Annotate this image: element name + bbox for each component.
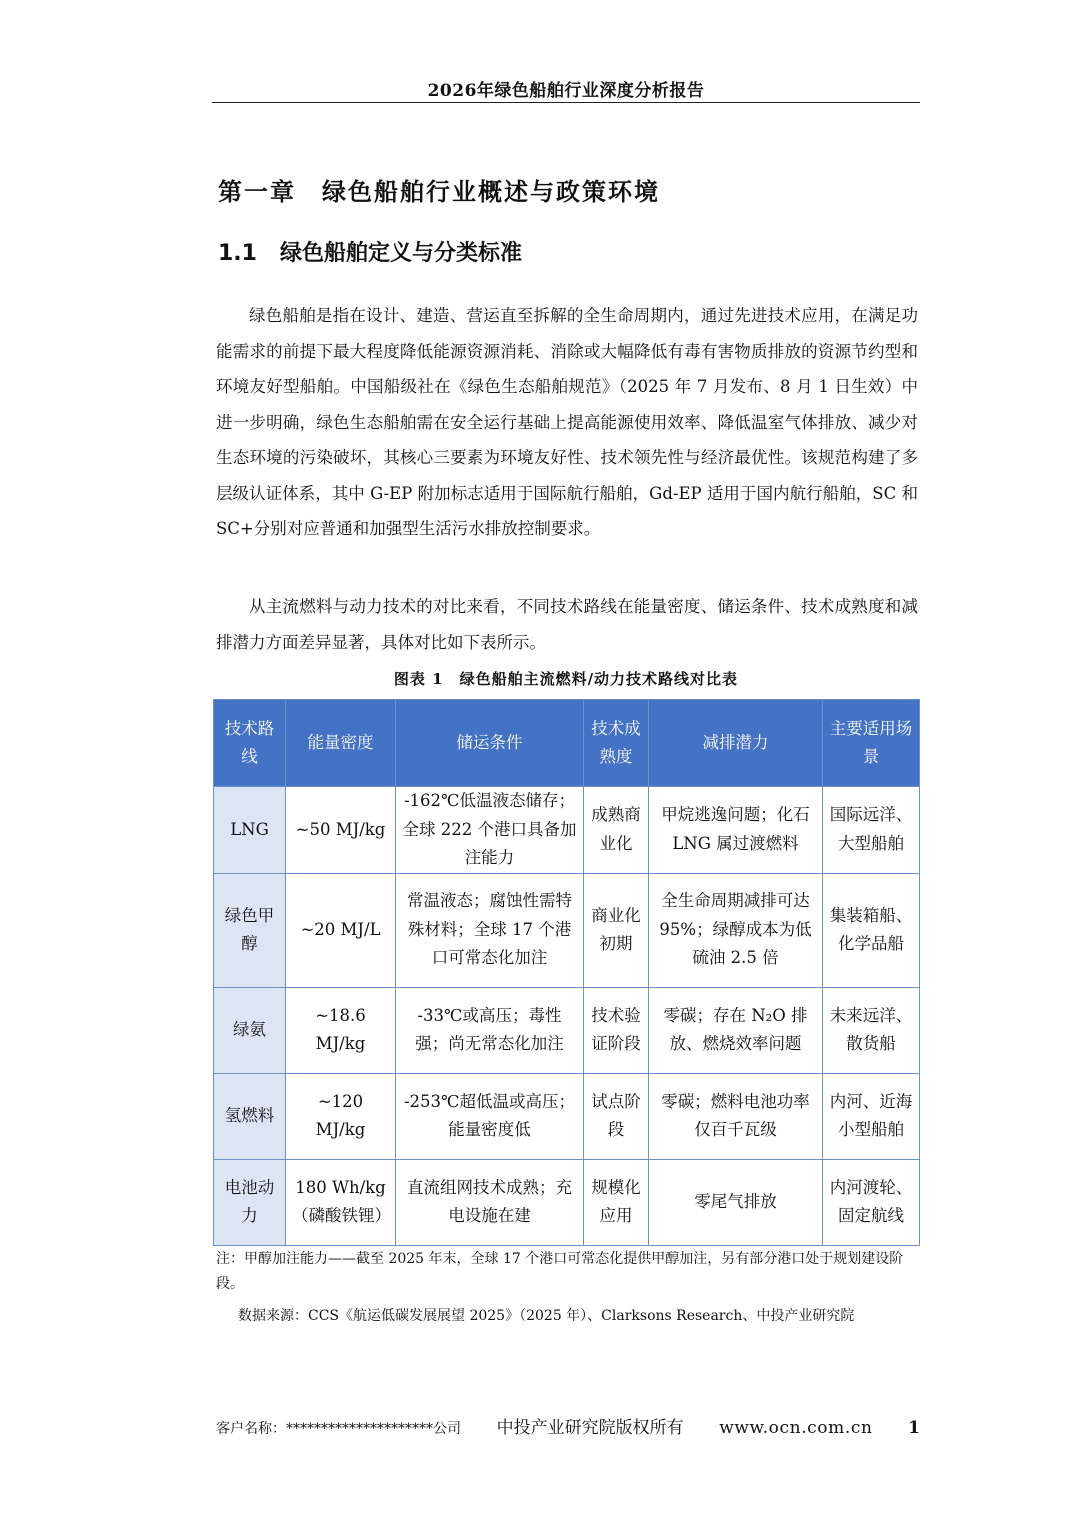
section-title [218,236,522,267]
table-cell: 商业化初期 [584,873,649,987]
section-heading: 绿色船舶定义与分类标准 [280,241,523,266]
table-cell: 全生命周期减排可达 95%；绿醇成本为低硫油 2.5 倍 [649,873,823,987]
section-number: 1.1 [218,241,257,266]
body-paragraph: 从主流燃料与动力技术的对比来看，不同技术路线在能量密度、储运条件、技术成熟度和减排潜力方面差异显著，具体对比如下表所示。 [216,597,918,652]
table-cell: 常温液态；腐蚀性需特殊材料；全球 17 个港口可常态化加注 [396,873,584,987]
table-cell: ~20 MJ/L [286,873,396,987]
header-rule [212,102,920,103]
body-paragraph: 绿色船舶是指在设计、建造、营运直至拆解的全生命周期内，通过先进技术应用，在满足功能需求的前提下最大程度降低能源资源消耗、消除或大幅降低有毒有害物质排放的资源节约型和环境友好型船舶。中国船级社在《绿色生态船舶规范》（2025 年 7 月发布、8 月 1 日生效）中进一步明确，绿色生态船舶需在安全运行基础上提高能源使用效率、降低温室气体排放、减少对生态环境的污染破坏，其核心三要素为环境友好性、技术领先性与经济最优性。该规范构建了多层级认证体系，其中 G-EP 附加标志适用于国际航行船舶，Gd-EP 适用于国内航行船舶，SC 和 SC+分别对应普通和加强型生活污水排放控制要求。 [216,306,918,538]
table-caption: 图表 1 绿色船舶主流燃料/动力技术路线对比表 [393,670,739,688]
table-cell: 技术验证阶段 [584,987,649,1073]
table-cell: 国际远洋、大型船舶 [823,787,920,874]
column-header: 能量密度 [286,700,396,787]
table-cell: LNG [214,787,286,874]
table-header-row [214,700,920,787]
table-note: 注：甲醇加注能力——截至 2025 年末，全球 17 个港口可常态化提供甲醇加注，另有部分港口处于规划建设阶段。 [216,1251,904,1292]
table-row [214,1159,920,1245]
table-cell: 180 Wh/kg（磷酸铁锂） [286,1159,396,1245]
table-cell: 绿氨 [214,987,286,1073]
table-cell: 氢燃料 [214,1073,286,1159]
website-link[interactable]: www.ocn.com.cn [719,1418,873,1438]
table-cell: 零碳；燃料电池功率仅百千瓦级 [649,1073,823,1159]
page-footer [216,1413,920,1438]
table-cell: 未来远洋、散货船 [823,987,920,1073]
column-header: 技术路线 [214,700,286,787]
table-cell: -162℃低温液态储存；全球 222 个港口具备加注能力 [396,787,584,874]
table-cell: ~18.6 MJ/kg [286,987,396,1073]
table-row [214,787,920,874]
column-header: 储运条件 [396,700,584,787]
table-row [214,873,920,987]
client-name: 客户名称：*********************公司 [216,1421,461,1437]
table-row [214,1073,920,1159]
table-cell: -33℃或高压；毒性强；尚无常态化加注 [396,987,584,1073]
table-cell: 试点阶段 [584,1073,649,1159]
table-cell: 绿色甲醇 [214,873,286,987]
data-source: 数据来源：CCS《航运低碳发展展望 2025》（2025 年）、Clarksons Research、中投产业研究院 [238,1308,855,1324]
table-cell: 规模化应用 [584,1159,649,1245]
column-header: 减排潜力 [649,700,823,787]
table-cell: 电池动力 [214,1159,286,1245]
table-row [214,987,920,1073]
table-cell: 成熟商业化 [584,787,649,874]
table-cell: -253℃超低温或高压；能量密度低 [396,1073,584,1159]
copyright-notice: 中投产业研究院版权所有 [496,1418,684,1438]
comparison-table [213,699,920,1246]
table-cell: 零尾气排放 [649,1159,823,1245]
table-cell: 直流组网技术成熟；充电设施在建 [396,1159,584,1245]
table-cell: ~50 MJ/kg [286,787,396,874]
table-cell: 零碳；存在 N₂O 排放、燃烧效率问题 [649,987,823,1073]
column-header: 技术成熟度 [584,700,649,787]
chapter-title: 第一章 绿色船舶行业概述与政策环境 [218,178,660,206]
page-number: 1 [908,1418,920,1438]
running-header: 2026年绿色船舶行业深度分析报告 [427,81,705,101]
column-header: 主要适用场景 [823,700,920,787]
table-cell: 内河渡轮、固定航线 [823,1159,920,1245]
table-cell: 甲烷逃逸问题；化石 LNG 属过渡燃料 [649,787,823,874]
table-cell: 集装箱船、化学品船 [823,873,920,987]
table-cell: 内河、近海小型船舶 [823,1073,920,1159]
table-cell: ~120 MJ/kg [286,1073,396,1159]
